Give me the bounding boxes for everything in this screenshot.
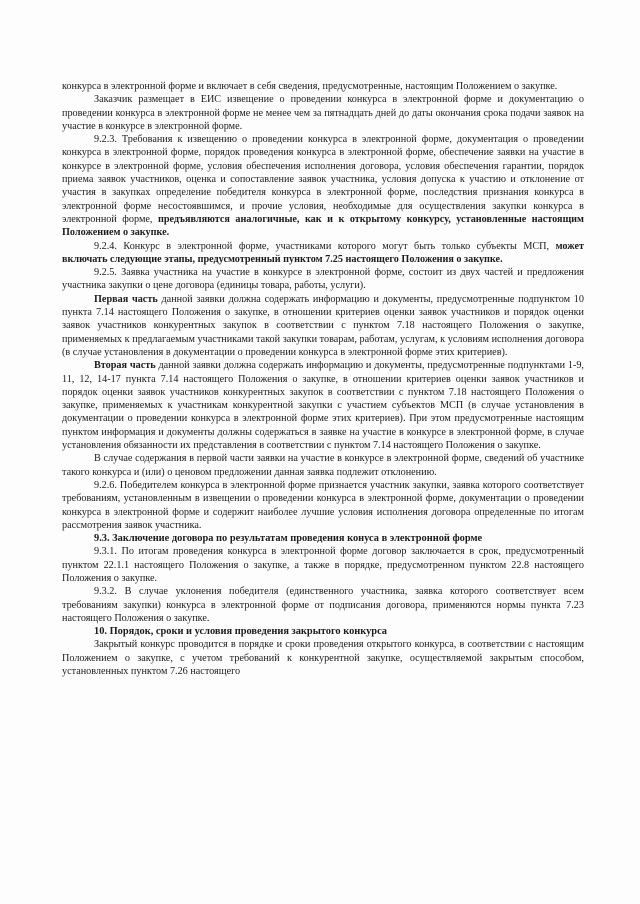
section-heading: 10. Порядок, сроки и условия проведения закрытого конкурса — [94, 626, 388, 638]
paragraph — [62, 293, 584, 359]
paragraph-lead: Первая часть — [94, 293, 158, 305]
paragraph — [62, 266, 584, 293]
paragraph-text: 9.2.5. Заявка участника на участие в конкурсе в электронной форме, состоит из двух частей и предложения участника закупки о цене договора (единицы товара, работы, услуги). — [62, 267, 584, 292]
paragraph — [62, 545, 584, 585]
paragraph-text: 9.2.6. Победителем конкурса в электронной форме признается участник закупки, заявка которого соответствует требованиям, установленным в извещении о проведении конкурса в электронной форме, документации о проведении конкурса в электронной форме и содержит наиболее лучшие условия исполнения договора определенные по итогам рассмотрения заявок участника. — [62, 479, 584, 531]
paragraph-text: Закрытый конкурс проводится в порядке и сроки проведения открытого конкурса, в соответствии с настоящим Положением о закупке, с учетом требований к конкурентной закупке, осуществляемой закрытым способом, установленных пунктом 7.26 настоящего — [62, 639, 584, 678]
section-heading: 9.3. Заключение договора по результатам проведения конуса в электронной форме — [94, 533, 483, 545]
paragraph-text: В случае содержания в первой части заявки на участие в конкурсе в электронной форме, сведений об участнике такого конкурса и (или) о ценовом предложении данная заявка подлежит отклонению. — [62, 453, 584, 478]
paragraph — [62, 585, 584, 625]
paragraph-text: данной заявки должна содержать информацию и документы, предусмотренные подпунктами 1-9, 11, 12, 14-17 пункта 7.14 настоящего Положения о закупке, в отношении критериев оценки заявок участников и порядок оценки заявок участников конкурентных закупок в соответствии с пунктом 7.18 настоящего Положения о закупке, применяемых к участникам конкурентной закупки с участием субъектов МСП (в случае установления в документации о проведении конкурса в электронной форме этих критериев). При этом предусмотренные настоящим пунктом информация и документы должны содержаться в заявке на участие в конкурсе в электронной форме, в случае установления обязанности их представления в соответствии с пунктом 7.14 настоящего Положения о закупке. — [62, 360, 584, 452]
paragraph — [62, 359, 584, 452]
paragraph — [62, 80, 584, 93]
paragraph — [62, 479, 584, 532]
paragraph-bold-text: предъявляются аналогичные, как и к открытому конкурсу, установленные настоящим Положением о закупке. — [62, 213, 584, 239]
paragraph — [62, 133, 584, 239]
paragraph-text: Заказчик размещает в ЕИС извещение о проведении конкурса в электронной форме и документацию о проведении конкурса в электронной форме не менее чем за пятнадцать дней до даты окончания срока подачи заявок на участие в конкурсе в электронной форме. — [62, 94, 584, 132]
paragraph-lead: Вторая часть — [94, 360, 156, 372]
paragraph-bold-text: может включать следующие этапы, предусмотренный пунктом 7.25 настоящего Положения о закупке. — [62, 240, 584, 265]
paragraph-text: данной заявки должна содержать информацию и документы, предусмотренные подпунктом 10 пункта 7.14 настоящего Положения о закупке, в отношении критериев оценки заявок участников и порядок оценки заявок участников конкурентных закупок в соответствии с пунктом 7.18 настоящего Положения о закупке, применяемых к предлагаемым участниками такой закупки товарам, работам, услугам, к условиям исполнения договора (в случае установления в документации о проведении конкурса в электронной форме этих критериев). — [62, 293, 584, 358]
paragraph-text: конкурса в электронной форме и включает в себя сведения, предусмотренные, настоящим Положением о закупке. — [62, 81, 558, 92]
paragraph-text: 9.2.3. Требования к извещению о проведении конкурса в электронной форме, документация о проведении конкурса в электронной форме, порядок проведения конкурса в электронной форме, обеспечение заявки на участие в конкурсе в электронной форме, условия обеспечения исполнения договора, условия обеспечения гарантии, порядок приема заявок участников, оценка и сопоставление заявок участника, условия допуска к участию и отклонение от участия в закупках определение победителя конкурса в электронной форме, последствия признания конкурса в электронной форме несостоявшимся, и прочие условия, необходимые для осуществления закупки конкурса в электронной форме, — [62, 134, 584, 225]
paragraph-text: 9.3.2. В случае уклонения победителя (единственного участника, заявка которого соответствует всем требованиям закупки) конкурса в электронной форме от подписания договора, применяются нормы пункта 7.23 настоящего Положения о закупке. — [62, 586, 584, 624]
paragraph — [62, 452, 584, 479]
paragraph-text: 9.3.1. По итогам проведения конкурса в электронной форме договор заключается в срок, предусмотренный пунктом 22.1.1 настоящего Положения о закупке, а также в порядке, предусмотренном пунктом 22.8 настоящего Положения о закупке. — [62, 546, 584, 584]
paragraph-text: 9.2.4. Конкурс в электронной форме, участниками которого могут быть только субъекты МСП, — [94, 240, 556, 252]
paragraph — [62, 240, 584, 267]
document-body — [62, 80, 584, 678]
paragraph — [62, 638, 584, 678]
paragraph — [62, 93, 584, 133]
